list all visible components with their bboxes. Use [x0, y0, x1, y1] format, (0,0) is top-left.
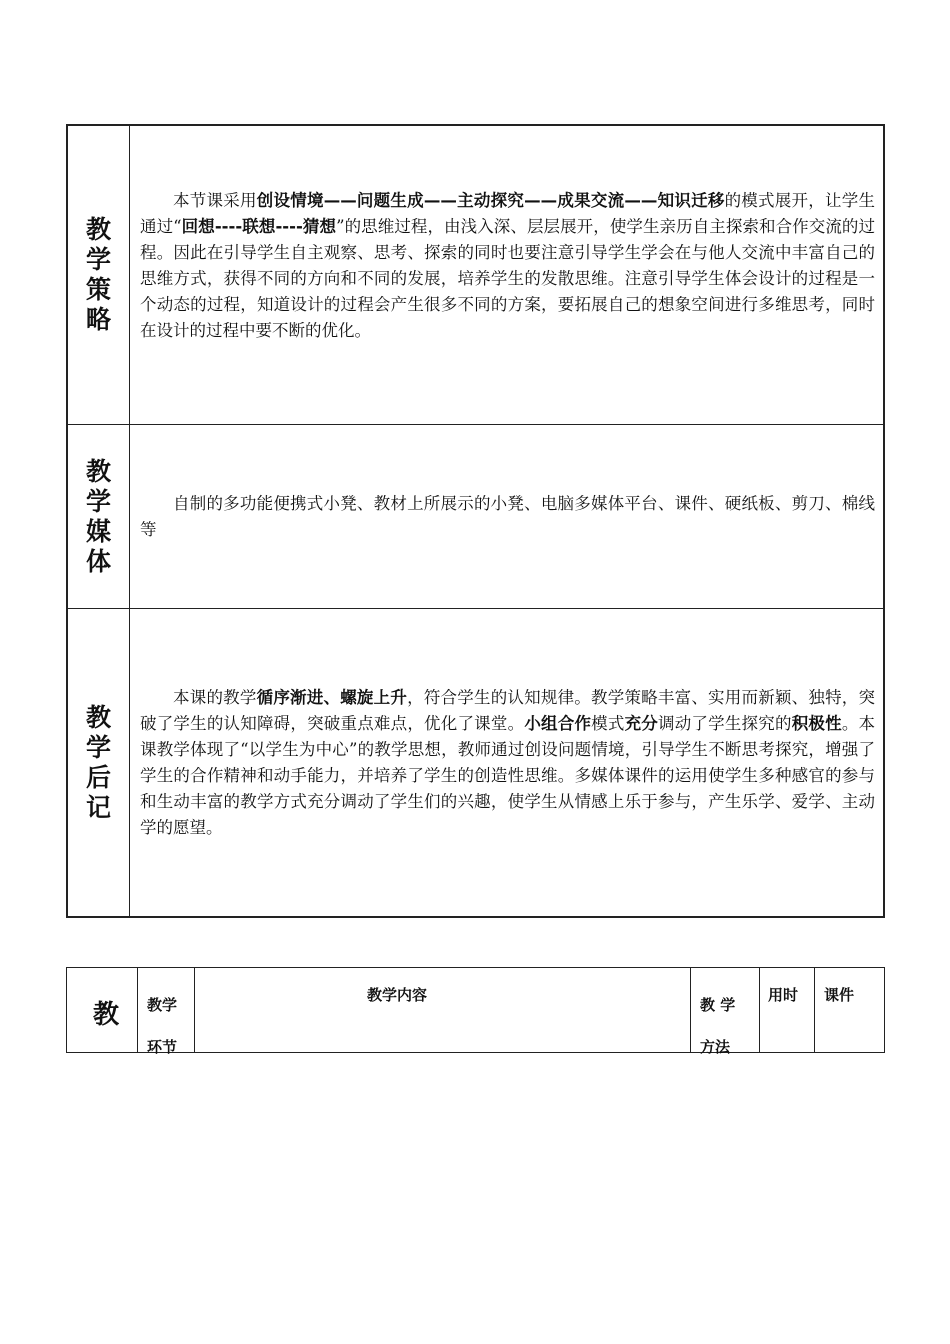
- header-section: 教学 环节: [147, 996, 178, 1056]
- reflection-paragraph: 本课的教学循序渐进、螺旋上升，符合学生的认知规律。教学策略丰富、实用而新颖、独特，突破了学生的认知障碍，突破重点难点，优化了课堂。小组合作模式充分调动了学生探究的积极性。本课教学体现了“以学生为中心”的教学思想，教师通过创设问题情境，引导学生不断思考探究，增强了学生的合作精神和动手能力，并培养了学生的创造性思维。多媒体课件的运用使学生多种感官的参与和生动丰富的教学方式充分调动了学生们的兴趣，使学生从情感上乐于参与，产生乐学、爱学、主动学的愿望。: [140, 688, 876, 837]
- media-row: [68, 424, 883, 609]
- column-divider: [194, 968, 195, 1052]
- reflection-label: 教 学 后 记: [85, 703, 111, 822]
- header-time: 用时: [768, 986, 799, 1004]
- header-courseware: 课件: [824, 986, 855, 1004]
- teaching-process-table: [66, 967, 885, 1056]
- column-divider: [759, 968, 760, 1052]
- column-divider: [814, 968, 815, 1052]
- header-method: 教 学 方法: [700, 996, 736, 1056]
- strategy-row: [68, 126, 883, 424]
- strategy-paragraph: 本节课采用创设情境——问题生成——主动探究——成果交流——知识迁移的模式展开，让学生通过“回想----联想----猜想”的思维过程，由浅入深、层层展开，使学生亲历自主探索和合作交流的过程。因此在引导学生自主观察、思考、探索的同时也要注意引导学生学会在与他人交流中丰富自己的思维方式，获得不同的方向和不同的发展，培养学生的发散思维。注意引导学生体会设计的过程是一个动态的过程，知道设计的过程会产生很多不同的方案，要拓展自己的想象空间进行多维思考，同时在设计的过程中要不断的优化。: [140, 191, 876, 340]
- column-divider: [137, 968, 138, 1052]
- column-divider: [690, 968, 691, 1052]
- reflection-row: [68, 608, 883, 917]
- strategy-label: 教 学 策 略: [85, 215, 111, 334]
- media-content: [140, 491, 875, 543]
- reflection-content: [140, 685, 875, 841]
- side-label: 教: [93, 1000, 120, 1030]
- media-paragraph: 自制的多功能便携式小凳、教材上所展示的小凳、电脑多媒体平台、课件、硬纸板、剪刀、棉线等: [140, 494, 875, 539]
- lesson-notes-table: [66, 124, 885, 918]
- media-label: 教 学 媒 体: [85, 457, 111, 576]
- strategy-content: [140, 188, 875, 344]
- header-content: 教学内容: [367, 986, 428, 1004]
